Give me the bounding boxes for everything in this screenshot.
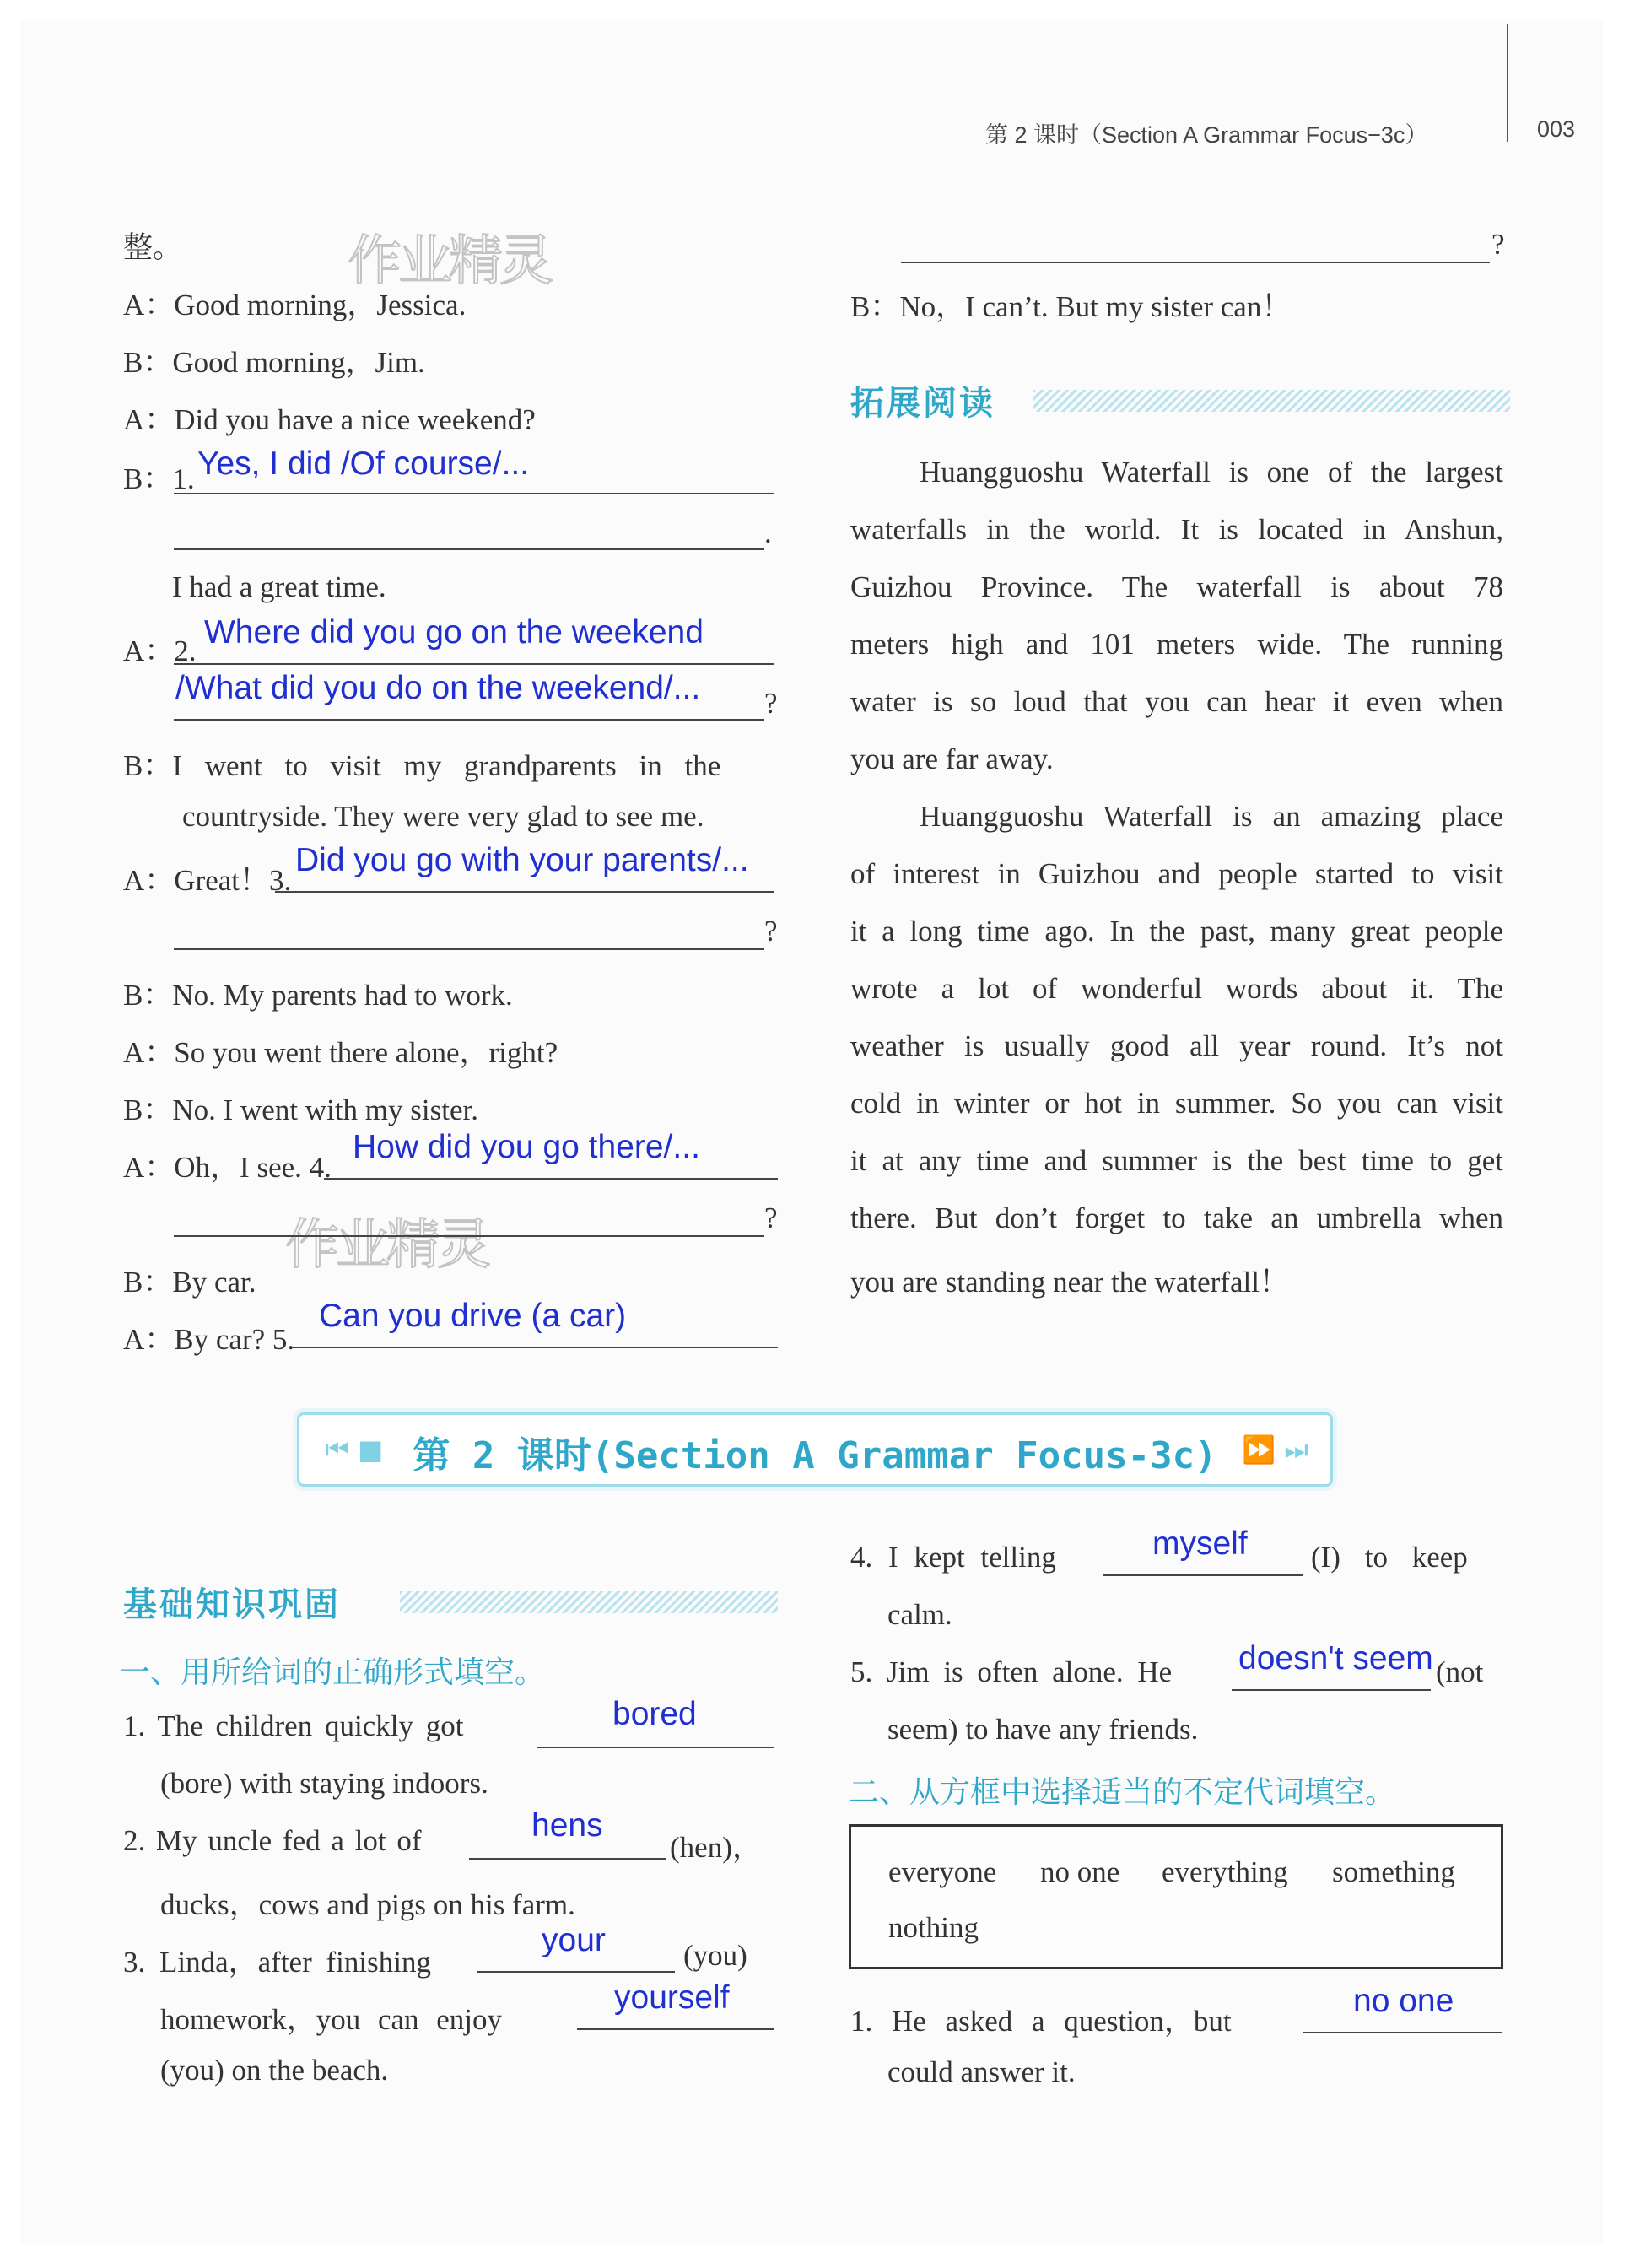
blank-2-label: A：2.	[123, 634, 197, 667]
q1-text: (bore) with staying indoors.	[160, 1767, 488, 1800]
answer-3: Did you go with your parents/...	[295, 842, 749, 878]
rewind-icon: ⏮ ■	[325, 1434, 384, 1466]
answer-line	[1303, 2032, 1502, 2033]
q5-text: seem) to have any friends.	[887, 1713, 1199, 1746]
q4-text: 4. I kept telling	[850, 1541, 1056, 1574]
word-option: something	[1332, 1855, 1455, 1888]
word-option: no one	[1040, 1855, 1120, 1888]
answer-line	[292, 1347, 778, 1348]
blank-5-label: A：By car? 5.	[123, 1323, 295, 1356]
blank-4-label: A：Oh，I see. 4.	[123, 1151, 332, 1184]
dialogue-line: A：Good morning，Jessica.	[123, 289, 467, 321]
q4-text: calm.	[887, 1598, 952, 1631]
punctuation: ?	[764, 915, 778, 948]
basics-section-title: 基础知识巩固	[123, 1585, 341, 1624]
page-number: 003	[1537, 116, 1576, 142]
q3-text: 3. Linda，after finishing	[123, 1946, 431, 1979]
reading-line: you are far away.	[850, 742, 1054, 775]
blank-1-label: B：1.	[123, 462, 195, 495]
header-divider	[1507, 24, 1508, 142]
answer-line	[174, 719, 764, 721]
q4-answer: myself	[1152, 1526, 1248, 1562]
answer-line	[577, 2028, 774, 2030]
answer-line	[174, 493, 774, 494]
task2-q1-answer: no one	[1353, 1983, 1454, 2019]
q2-text: 2. My uncle fed a lot of	[123, 1824, 422, 1857]
q1-answer: bored	[612, 1696, 697, 1732]
answer-line	[469, 1858, 666, 1860]
dialogue-line: B：Good morning，Jim.	[123, 346, 425, 379]
reading-line: it at any time and summer is the best time to get	[850, 1144, 1503, 1177]
task2-q1-text: could answer it.	[887, 2055, 1076, 2088]
dialogue-line: countryside. They were very glad to see me.	[182, 800, 704, 833]
answer-line	[901, 262, 1490, 263]
answer-1: Yes, I did /Of course/...	[197, 446, 530, 482]
answer-2: Where did you go on the weekend	[204, 614, 704, 651]
answer-line	[324, 1178, 778, 1180]
dialogue-line: B：No. My parents had to work.	[123, 979, 513, 1012]
dialogue-line: B：I went to visit my grandparents in the	[123, 749, 721, 782]
fast-forward-icon: ⏩ ⏭	[1242, 1434, 1308, 1466]
punctuation: ?	[1491, 228, 1505, 261]
task-2-instruction: 二、从方框中选择适当的不定代词填空。	[849, 1775, 1396, 1810]
answer-line	[1232, 1689, 1431, 1691]
answer-line	[174, 548, 764, 550]
q4-text: (I) to keep	[1311, 1541, 1468, 1574]
lesson-banner	[297, 1412, 1333, 1487]
word-option: nothing	[888, 1911, 979, 1944]
q5-text: 5. Jim is often alone. He	[850, 1655, 1173, 1688]
punctuation: ?	[764, 687, 778, 720]
task-1-instruction: 一、用所给词的正确形式填空。	[120, 1655, 546, 1690]
punctuation: .	[764, 516, 772, 549]
q2-text: (hen)，	[670, 1831, 762, 1864]
task2-q1-text: 1. He asked a question，but	[850, 2005, 1232, 2038]
reading-line: of interest in Guizhou and people started to visit	[850, 857, 1503, 890]
word-box	[849, 1824, 1503, 1969]
reading-section-title: 拓展阅读	[850, 384, 995, 423]
reading-line: wrote a lot of wonderful words about it. The	[850, 972, 1503, 1005]
q5-answer: doesn't seem	[1238, 1640, 1433, 1677]
answer-line	[477, 1971, 675, 1973]
q3-text: (you)	[683, 1939, 747, 1972]
dialogue-line: A：Did you have a nice weekend?	[123, 403, 536, 436]
running-header: 第 2 课时（Section A Grammar Focus−3c）	[985, 122, 1428, 148]
answer-line	[174, 1235, 764, 1237]
dialogue-line: B：No，I can’t. But my sister can！	[850, 290, 1292, 323]
answer-4: How did you go there/...	[353, 1129, 700, 1165]
q5-text: (not	[1436, 1655, 1484, 1688]
q3-text: homework，you can enjoy	[160, 2003, 503, 2036]
reading-line: cold in winter or hot in summer. So you can visit	[850, 1087, 1503, 1120]
reading-line: there. But don’t forget to take an umbrella when	[850, 1202, 1503, 1234]
answer-line	[174, 663, 774, 665]
answer-2-alt: /What did you do on the weekend/...	[175, 670, 701, 706]
reading-line: weather is usually good all year round. It’s not	[850, 1029, 1503, 1062]
watermark: 作业精灵	[285, 1214, 488, 1277]
reading-line: Guizhou Province. The waterfall is about 78	[850, 570, 1503, 603]
dialogue-line: B：No. I went with my sister.	[123, 1094, 478, 1126]
dialogue-line: B：By car.	[123, 1266, 256, 1299]
reading-line: waterfalls in the world. It is located in Anshun,	[850, 513, 1503, 546]
q2-answer: hens	[531, 1807, 603, 1844]
dialogue-line: A：So you went there alone，right?	[123, 1036, 558, 1069]
banner-title: 第 2 课时(Section A Grammar Focus-3c)	[413, 1434, 1217, 1477]
q3-answer-1: your	[542, 1922, 606, 1958]
answer-line	[537, 1747, 774, 1748]
q3-answer-2: yourself	[614, 1979, 730, 2016]
answer-5: Can you drive (a car)	[319, 1298, 627, 1334]
reading-line: Huangguoshu Waterfall is one of the largest	[920, 456, 1503, 489]
punctuation: ?	[764, 1202, 778, 1234]
reading-line: water is so loud that you can hear it even when	[850, 685, 1503, 718]
q1-text: 1. The children quickly got	[123, 1709, 464, 1742]
q2-text: ducks，cows and pigs on his farm.	[160, 1888, 575, 1921]
reading-line: meters high and 101 meters wide. The running	[850, 628, 1503, 661]
answer-line	[275, 891, 774, 893]
q3-text: (you) on the beach.	[160, 2054, 389, 2087]
watermark: 作业精灵	[348, 230, 550, 293]
answer-line	[174, 948, 764, 950]
word-option: everything	[1162, 1855, 1288, 1888]
reading-line: Huangguoshu Waterfall is an amazing place	[920, 800, 1503, 833]
dialogue-continuation: 整。	[123, 231, 183, 264]
answer-line	[1103, 1574, 1303, 1576]
title-hatch-decoration	[1033, 390, 1510, 412]
reading-line: you are standing near the waterfall！	[850, 1266, 1289, 1299]
reading-line: it a long time ago. In the past, many great people	[850, 915, 1503, 948]
blank-3-label: A：Great！3.	[123, 864, 292, 897]
dialogue-line: I had a great time.	[172, 570, 386, 603]
word-option: everyone	[888, 1855, 997, 1888]
title-hatch-decoration	[400, 1591, 778, 1613]
